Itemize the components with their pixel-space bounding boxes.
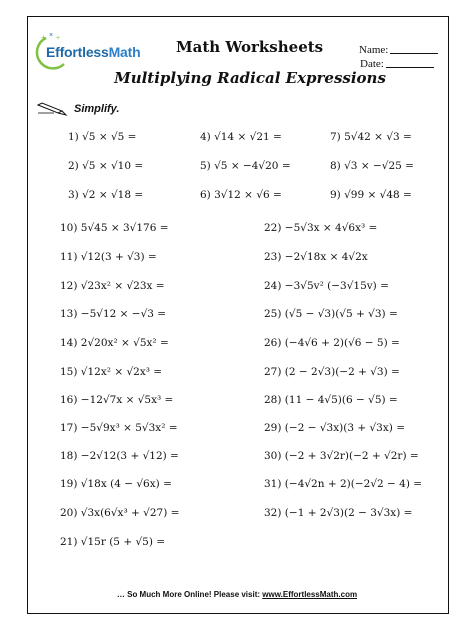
worksheet-title: Multiplying Radical Expressions <box>114 69 386 87</box>
problem-16: 16) −12√7x × √5x³ = <box>60 394 174 406</box>
effortless-math-logo <box>34 30 164 70</box>
svg-text:×: × <box>49 32 54 39</box>
logo-text-part2: Math <box>108 44 141 60</box>
problem-21: 21) √15r (5 + √5) = <box>60 536 166 548</box>
problem-26: 26) (−4√6 + 2)(√6 − 5) = <box>264 337 400 349</box>
problem-14: 14) 2√20x² × √5x² = <box>60 337 169 349</box>
logo-text-part1: Effortless <box>46 44 109 60</box>
problem-9: 9) √99 × √48 = <box>330 189 412 201</box>
problem-28: 28) (11 − 4√5)(6 − √5) = <box>264 394 398 406</box>
pencil-icon <box>36 102 68 116</box>
footer <box>0 590 474 599</box>
problem-6: 6) 3√12 × √6 = <box>200 189 282 201</box>
header-title: Math Worksheets <box>176 38 324 56</box>
problem-12: 12) √23x² × √23x = <box>60 280 165 292</box>
svg-text:+: + <box>41 33 46 42</box>
problem-7: 7) 5√42 × √3 = <box>330 131 412 143</box>
problem-25: 25) (√5 − √3)(√5 + √3) = <box>264 308 398 320</box>
problem-31: 31) (−4√2n + 2)(−2√2 − 4) = <box>264 478 423 490</box>
problem-4: 4) √14 × √21 = <box>200 131 282 143</box>
footer-link[interactable]: www.EffortlessMath.com <box>262 590 358 599</box>
problem-17: 17) −5√9x³ × 5√3x² = <box>60 422 178 434</box>
problem-8: 8) √3 × −√25 = <box>330 160 414 172</box>
problem-20: 20) √3x(6√x³ + √27) = <box>60 507 180 519</box>
problem-2: 2) √5 × √10 = <box>68 160 144 172</box>
problem-29: 29) (−2 − √3x)(3 + √3x) = <box>264 422 406 434</box>
problem-15: 15) √12x² × √2x³ = <box>60 366 163 378</box>
problem-10: 10) 5√45 × 3√176 = <box>60 222 169 234</box>
problem-30: 30) (−2 + 3√2r)(−2 + √2r) = <box>264 450 419 462</box>
problem-19: 19) √18x (4 − √6x) = <box>60 478 172 490</box>
instruction-text: Simplify. <box>74 103 120 115</box>
date-label: Date: <box>360 58 384 70</box>
problem-13: 13) −5√12 × −√3 = <box>60 308 167 320</box>
problem-27: 27) (2 − 2√3)(−2 + √3) = <box>264 366 400 378</box>
name-label: Name: <box>359 44 389 56</box>
problem-11: 11) √12(3 + √3) = <box>60 251 157 263</box>
instruction <box>36 102 119 116</box>
problem-22: 22) −5√3x × 4√6x³ = <box>264 222 378 234</box>
problem-1: 1) √5 × √5 = <box>68 131 137 143</box>
problem-24: 24) −3√5v² (−3√15v) = <box>264 280 389 292</box>
logo-text <box>46 44 140 60</box>
problem-32: 32) (−1 + 2√3)(2 − 3√3x) = <box>264 507 413 519</box>
problem-23: 23) −2√18x × 4√2x <box>264 251 368 263</box>
problem-5: 5) √5 × −4√20 = <box>200 160 291 172</box>
svg-text:+: + <box>56 35 61 42</box>
problem-3: 3) √2 × √18 = <box>68 189 144 201</box>
problem-18: 18) −2√12(3 + √12) = <box>60 450 179 462</box>
name-blank[interactable] <box>390 43 438 54</box>
name-field[interactable] <box>359 43 438 56</box>
date-blank[interactable] <box>386 57 434 68</box>
footer-text: … So Much More Online! Please visit: <box>116 590 263 599</box>
